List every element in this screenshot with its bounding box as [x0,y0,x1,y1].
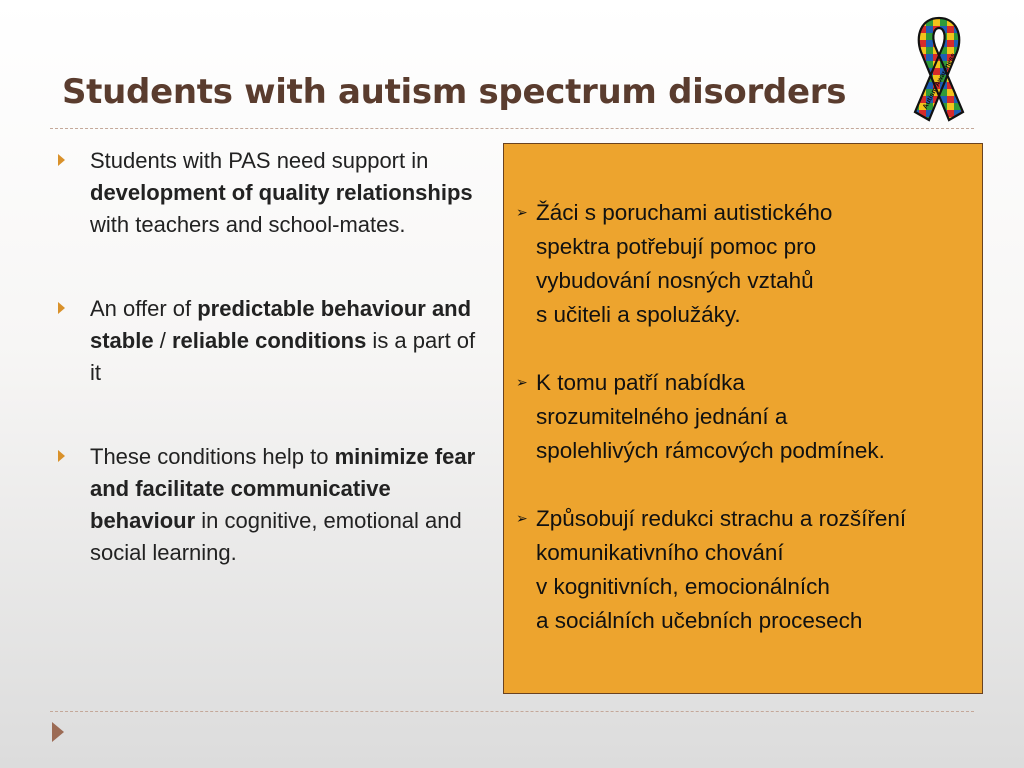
arrowhead-icon: ➢ [516,511,528,527]
czech-line: K tomu patří nabídka [536,370,745,395]
ribbon-label: Autism Awareness [921,52,958,111]
czech-line: a sociálních učebních procesech [536,608,863,633]
arrowhead-icon: ➢ [516,375,528,391]
bullet-text: An offer of [90,296,198,321]
czech-text-box [503,143,983,694]
czech-line: spektra potřebují pomoc pro [536,234,817,259]
bullet-item [58,145,488,241]
bullet-text: is a part of it [90,328,476,385]
bottom-divider [50,711,974,712]
bullet-item [58,441,488,569]
bold-text: minimize fear and facilitate communicative behaviour [90,444,476,533]
play-arrow-icon[interactable] [52,722,64,742]
czech-line: Způsobují redukci strachu a rozšíření [536,506,907,531]
czech-bullet-item [516,196,984,332]
english-bullet-list [58,145,488,621]
czech-line: spolehlivých rámcových podmínek. [536,438,885,463]
bold-text: reliable conditions [171,328,367,353]
bullet-text: These conditions help to [90,444,335,469]
bold-text: development of quality relationships [90,180,473,205]
triangle-right-icon [58,450,65,462]
bold-text: predictable behaviour and stable [90,296,472,353]
slide-title: Students with autism spectrum disorders [62,72,847,112]
czech-line: vybudování nosných vztahů [536,268,814,293]
czech-bullet-item [516,502,984,638]
czech-line: s učiteli a spolužáky. [536,302,741,327]
triangle-right-icon [58,154,65,166]
czech-line: v kognitivních, emocionálních [536,574,830,599]
bullet-item [58,293,488,389]
autism-awareness-ribbon-icon [905,12,973,126]
bullet-text: in cognitive, emotional and social learning. [90,508,462,565]
bullet-text: Students with PAS need support in [90,148,429,173]
triangle-right-icon [58,302,65,314]
czech-bullet-list [516,196,984,672]
czech-line: komunikativního chování [536,540,784,565]
top-divider [50,128,974,129]
czech-line: Žáci s poruchami autistického [536,200,833,225]
czech-line: srozumitelného jednání a [536,404,788,429]
bullet-text: with teachers and school-mates. [90,212,406,237]
bullet-text: / [153,328,172,353]
czech-bullet-item [516,366,984,468]
arrowhead-icon: ➢ [516,205,528,221]
